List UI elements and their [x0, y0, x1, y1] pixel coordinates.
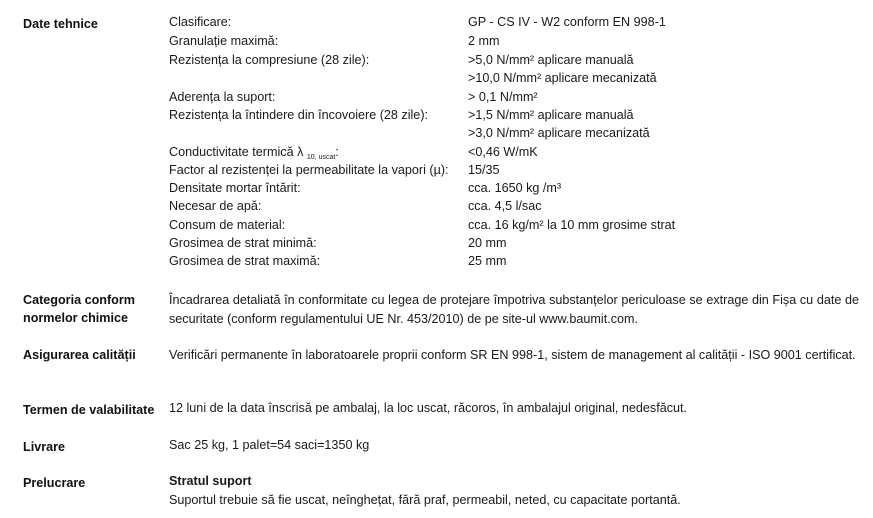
row-label: Aderența la suport: — [169, 90, 276, 104]
section-categoria-line1: Categoria conform — [23, 293, 135, 307]
row-label: Consum de material: — [169, 218, 286, 232]
row-value: >10,0 N/mm² aplicare mecanizată — [468, 71, 657, 85]
row-label: Grosimea de strat minimă: — [169, 236, 317, 250]
row-label: Rezistența la compresiune (28 zile): — [169, 53, 370, 67]
row-value: 15/35 — [468, 163, 500, 177]
row-value: >1,5 N/mm² aplicare manuală — [468, 108, 634, 122]
row-label: Densitate mortar întărit: — [169, 181, 301, 195]
termen-text: 12 luni de la data înscrisă pe ambalaj, la loc uscat, răcoros, în ambalajul original, nedesfăcut. — [169, 401, 688, 415]
prelucrare-subtitle: Stratul suport — [169, 474, 252, 488]
row-label: Necesar de apă: — [169, 199, 262, 213]
section-prelucrare: Prelucrare — [23, 476, 86, 490]
row-label: Grosimea de strat maximă: — [169, 254, 321, 268]
section-asigurarea: Asigurarea calității — [23, 348, 136, 362]
section-termen: Termen de valabilitate — [23, 403, 155, 417]
row-label: Rezistența la întindere din încovoiere (28 zile): — [169, 108, 429, 122]
row-value: >5,0 N/mm² aplicare manuală — [468, 53, 634, 67]
section-date-tehnice: Date tehnice — [23, 17, 98, 31]
row-value: > 0,1 N/mm² — [468, 90, 538, 104]
livrare-text: Sac 25 kg, 1 palet=54 saci=1350 kg — [169, 438, 370, 452]
row-value: cca. 1650 kg /m³ — [468, 181, 562, 195]
thermal-label-text: Conductivitate termică λ — [169, 145, 304, 159]
row-value: 20 mm — [468, 236, 507, 250]
asigurarea-text: Verificări permanente în laboratoarele proprii conform SR EN 998-1, sistem de management al calității - ISO 9001 certificat. — [169, 348, 856, 362]
categoria-text: Încadrarea detaliată în conformitate cu legea de protejare împotriva substanțelor periculoase se extrage din Fișa cu date de securitate (conform regulamentului UE Nr. 453/2010) de pe site-ul www.baumit.com. — [169, 293, 859, 326]
prelucrare-text: Suportul trebuie să fie uscat, neînghețat, fără praf, permeabil, neted, cu capacitate portantă. — [169, 493, 681, 507]
row-value: 25 mm — [468, 254, 507, 268]
row-label-thermal — [169, 145, 339, 161]
section-livrare: Livrare — [23, 440, 66, 454]
row-value: GP - CS IV - W2 conform EN 998-1 — [468, 15, 666, 29]
row-label: Granulație maximă: — [169, 34, 279, 48]
row-label: Factor al rezistenței la permeabilitate la vapori (µ): — [169, 163, 449, 177]
row-value: cca. 16 kg/m² la 10 mm grosime strat — [468, 218, 676, 232]
row-value: cca. 4,5 l/sac — [468, 199, 542, 213]
row-value: <0,46 W/mK — [468, 145, 538, 159]
section-categoria-line2: normelor chimice — [23, 311, 128, 325]
row-value: 2 mm — [468, 34, 500, 48]
thermal-label-subscript: 10, uscat — [306, 154, 336, 161]
row-value: >3,0 N/mm² aplicare mecanizată — [468, 126, 650, 140]
thermal-label-suffix: : — [335, 145, 339, 159]
row-label: Clasificare: — [169, 15, 232, 29]
